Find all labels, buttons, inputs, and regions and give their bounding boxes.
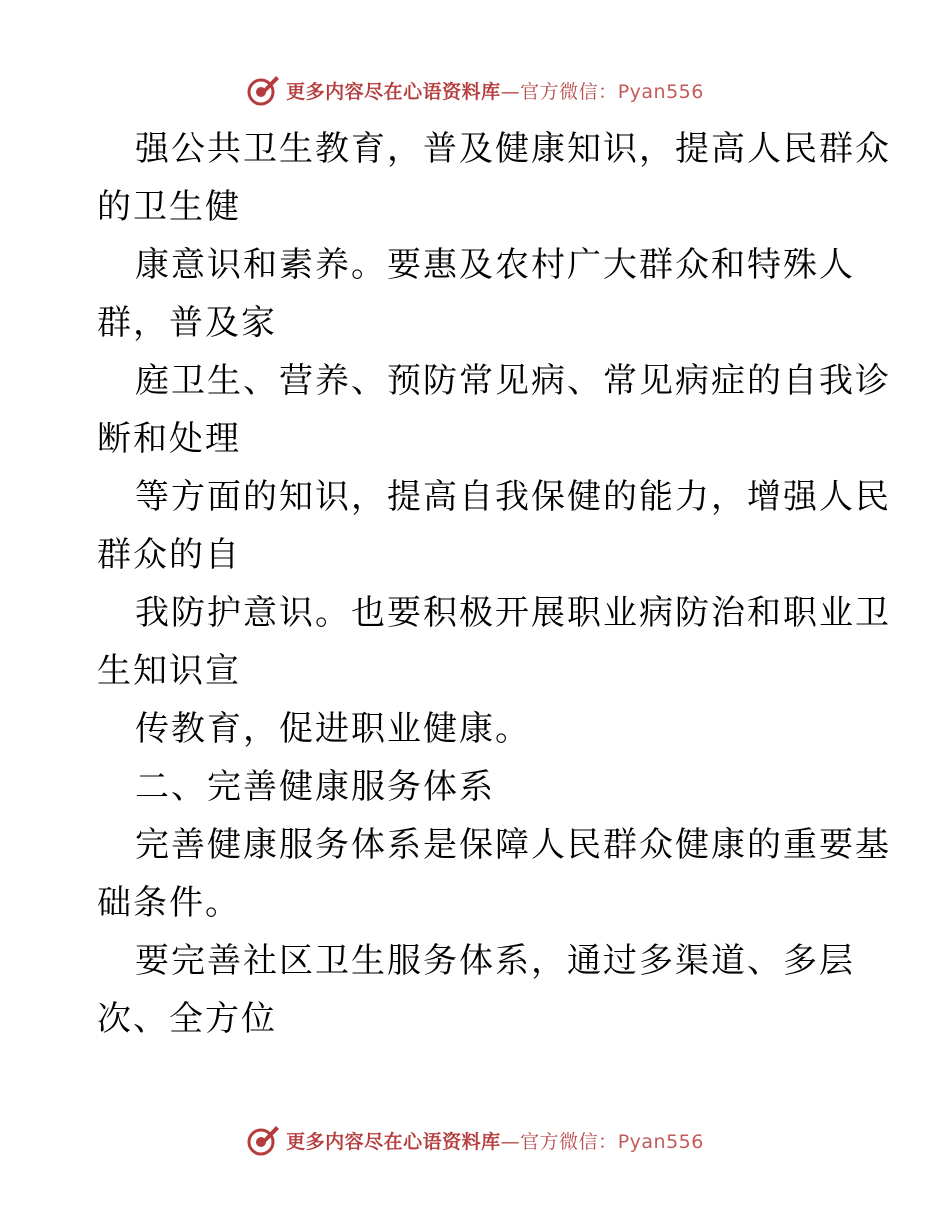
- document-body: [97, 120, 891, 1048]
- text-line: 康意识和素养。要惠及农村广大群众和特殊人: [135, 245, 855, 285]
- banner-text: [286, 77, 704, 104]
- text-line: 的卫生健: [97, 187, 241, 227]
- text-line: 群，普及家: [97, 303, 277, 343]
- pen-circle-logo-icon: [246, 1123, 280, 1157]
- text-line: 强公共卫生教育，普及健康知识，提高人民群众: [135, 129, 891, 169]
- text-line: 庭卫生、营养、预防常见病、常见病症的自我诊: [135, 361, 891, 401]
- banner-wechat-id: Pyan556: [617, 80, 704, 103]
- text-line: 等方面的知识，提高自我保健的能力，增强人民: [135, 477, 891, 517]
- section-heading: 二、完善健康服务体系: [135, 767, 495, 807]
- banner-dash: —: [500, 1130, 521, 1153]
- text-line: 次、全方位: [97, 999, 277, 1039]
- text-line: 础条件。: [97, 883, 241, 923]
- banner-strong: 更多内容尽在心语资料库: [286, 80, 501, 103]
- banner-rest: 官方微信：: [520, 1130, 618, 1153]
- header-banner: [0, 70, 950, 110]
- pen-circle-logo-icon: [246, 73, 280, 107]
- text-line: 要完善社区卫生服务体系，通过多渠道、多层: [135, 941, 855, 981]
- footer-banner: [0, 1120, 950, 1160]
- text-line: 群众的自: [97, 535, 241, 575]
- banner-wechat-id: Pyan556: [617, 1130, 704, 1153]
- text-line: 完善健康服务体系是保障人民群众健康的重要基: [135, 825, 891, 865]
- banner-strong: 更多内容尽在心语资料库: [286, 1130, 501, 1153]
- text-line: 传教育，促进职业健康。: [135, 709, 531, 749]
- text-line: 断和处理: [97, 419, 241, 459]
- banner-rest: 官方微信：: [520, 80, 618, 103]
- banner-dash: —: [500, 80, 521, 103]
- banner-text: [286, 1127, 704, 1154]
- text-line: 我防护意识。也要积极开展职业病防治和职业卫: [135, 593, 891, 633]
- text-line: 生知识宣: [97, 651, 241, 691]
